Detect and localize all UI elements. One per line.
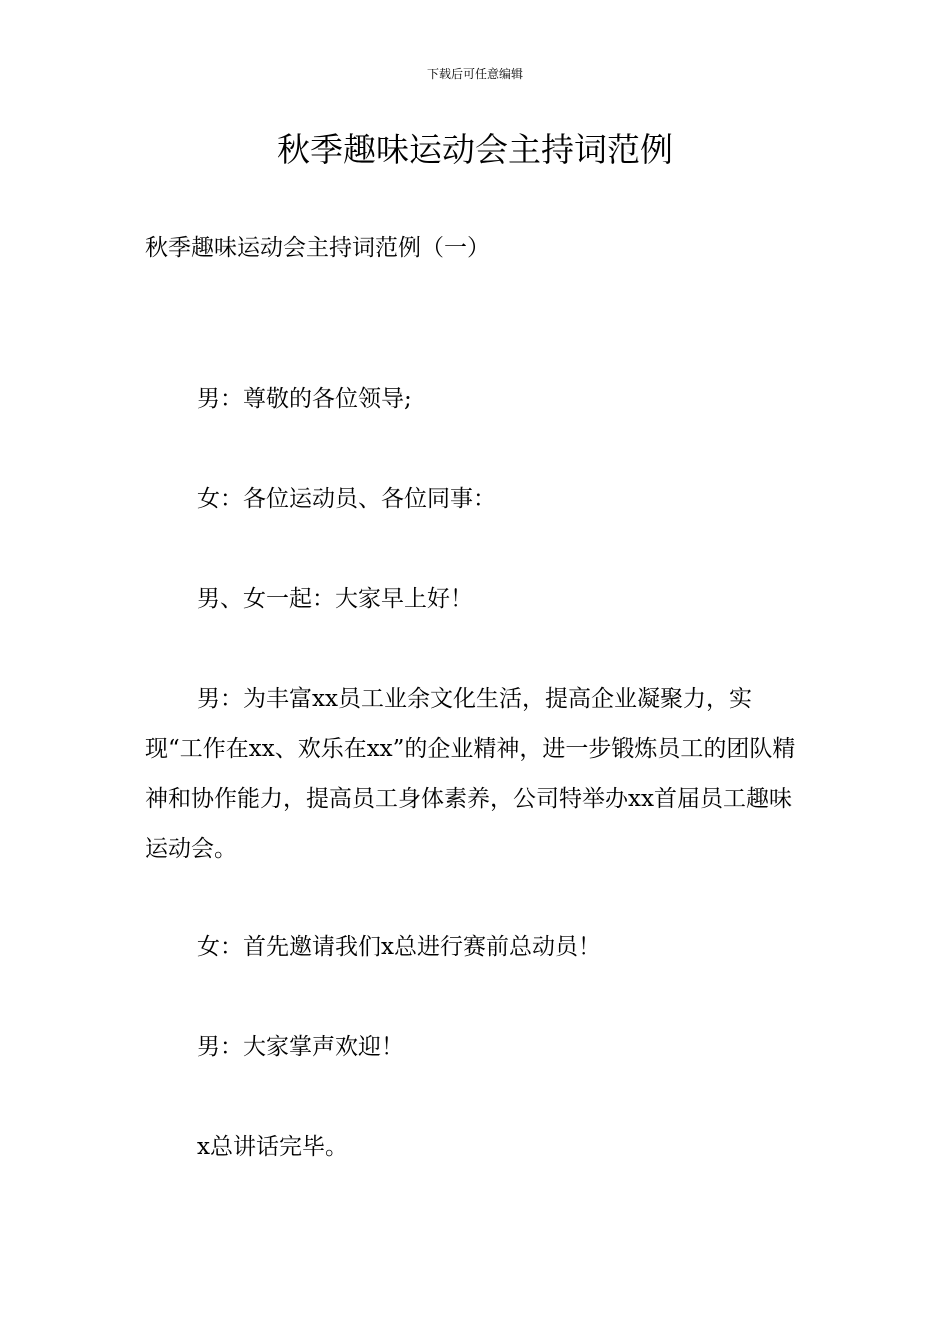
paragraph-2: 女：各位运动员、各位同事： [197, 486, 496, 512]
header-note: 下载后可任意编辑 [426, 67, 523, 81]
paragraph-3: 男、女一起：大家早上好！ [197, 586, 473, 612]
paragraph-7: x总讲话完毕。 [197, 1134, 348, 1160]
paragraph-4: 男：为丰富xx员工业余文化生活，提高企业凝聚力，实现“工作在xx、欢乐在xx”的企业精神，进一步锻炼员工的团队精神和协作能力，提高员工身体素养，公司特举办xx首届员工趣味运动会。 [145, 686, 796, 862]
section-title: 秋季趣味运动会主持词范例（一） [145, 235, 490, 261]
paragraph-1: 男：尊敬的各位领导; [197, 386, 412, 412]
paragraph-5: 女：首先邀请我们x总进行赛前总动员！ [197, 934, 601, 960]
paragraph-6: 男：大家掌声欢迎！ [197, 1034, 404, 1060]
document-title: 秋季趣味运动会主持词范例 [277, 130, 673, 169]
